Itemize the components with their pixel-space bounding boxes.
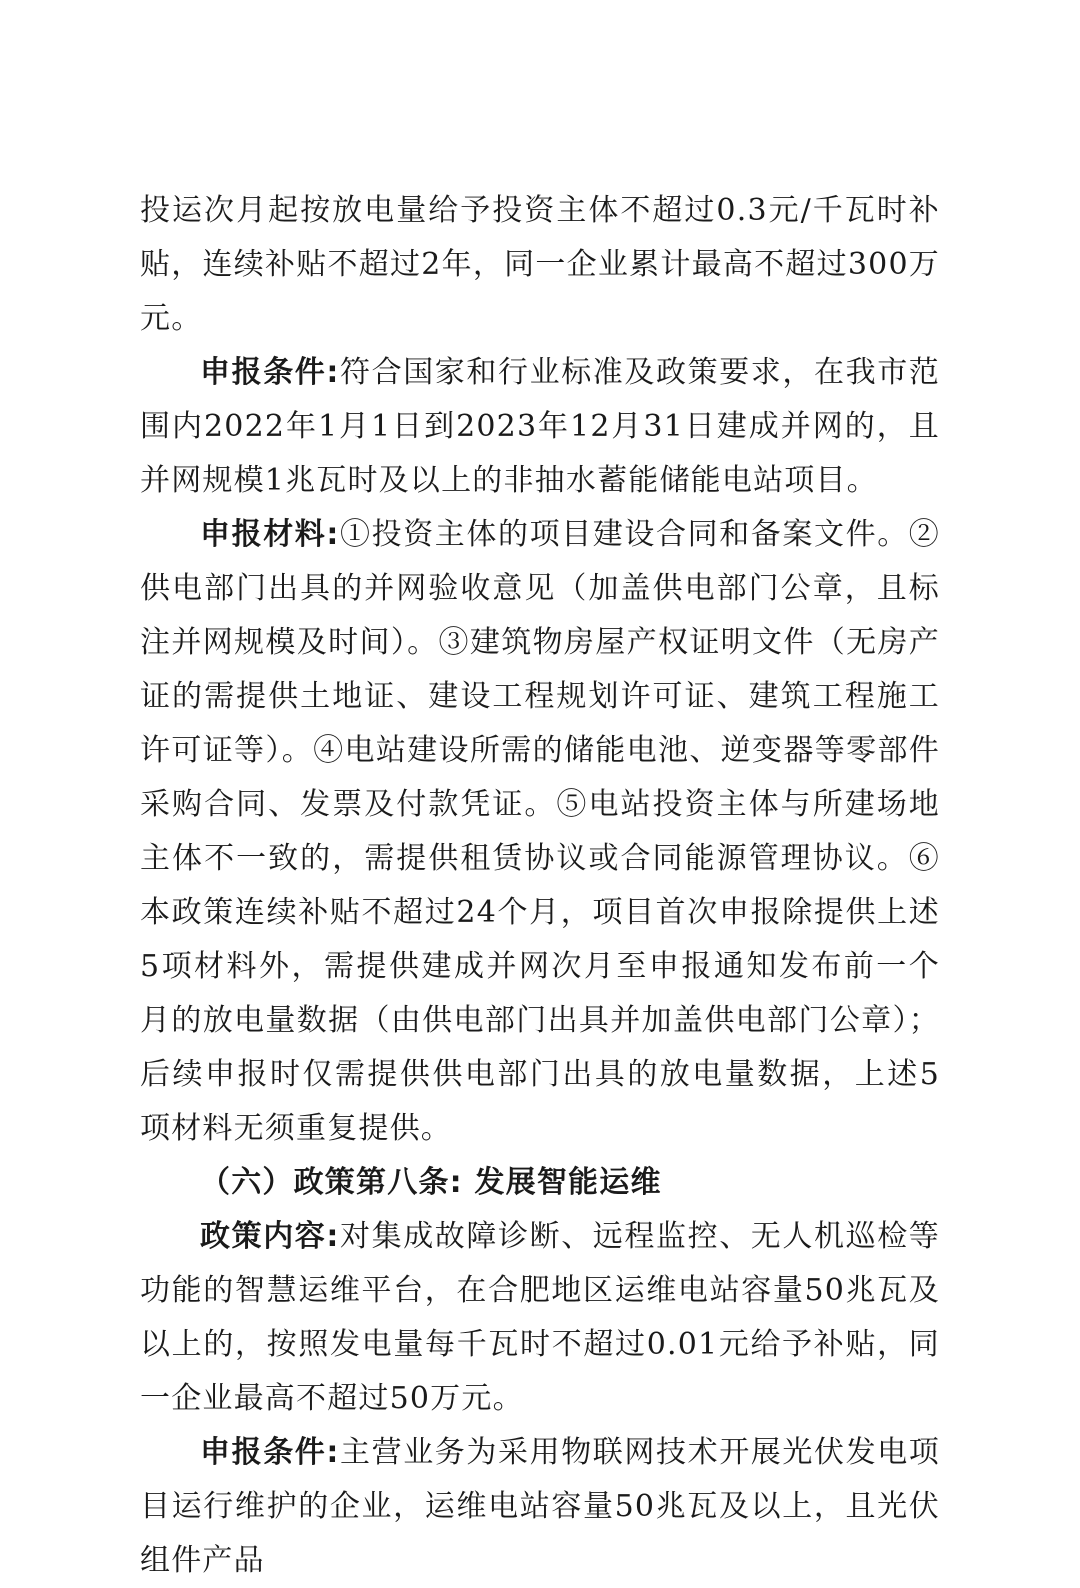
document-body [140,184,940,1588]
paragraph-policy-content [140,1210,940,1426]
paragraph-text: 对集成故障诊断、远程监控、无人机巡检等功能的智慧运维平台，在合肥地区运维电站容量50兆瓦及以上的，按照发电量每千瓦时不超过0.01元给予补贴，同一企业最高不超过50万元。 [140,1219,940,1416]
paragraph-application-conditions-2 [140,1426,940,1588]
paragraph-text: ①投资主体的项目建设合同和备案文件。②供电部门出具的并网验收意见（加盖供电部门公章，且标注并网规模及时间）。③建筑物房屋产权证明文件（无房产证的需提供土地证、建设工程规划许可证、建筑工程施工许可证等）。④电站建设所需的储能电池、逆变器等零部件采购合同、发票及付款凭证。⑤电站投资主体与所建场地主体不一致的，需提供租赁协议或合同能源管理协议。⑥本政策连续补贴不超过24个月，项目首次申报除提供上述5项材料外，需提供建成并网次月至申报通知发布前一个月的放电量数据（由供电部门出具并加盖供电部门公章）；后续申报时仅需提供供电部门出具的放电量数据，上述5项材料无须重复提供。 [140,517,940,1146]
paragraph-application-conditions [140,346,940,508]
paragraph-continuation [140,184,940,346]
paragraph-label: 申报条件: [200,355,340,390]
paragraph-text: 投运次月起按放电量给予投资主体不超过0.3元/千瓦时补贴，连续补贴不超过2年，同一企业累计最高不超过300万元。 [140,193,940,336]
paragraph-text: 符合国家和行业标准及政策要求，在我市范围内2022年1月1日到2023年12月31日建成并网的，且并网规模1兆瓦时及以上的非抽水蓄能储能电站项目。 [140,355,940,498]
paragraph-label: 申报材料: [200,517,340,552]
paragraph-label: 政策内容: [200,1219,340,1254]
paragraph-application-materials [140,508,940,1156]
paragraph-text: 主营业务为采用物联网技术开展光伏发电项目运行维护的企业，运维电站容量50兆瓦及以上，且光伏组件产品 [140,1435,940,1578]
section-heading: （六）政策第八条: 发展智能运维 [200,1165,662,1200]
paragraph-label: 申报条件: [200,1435,340,1470]
